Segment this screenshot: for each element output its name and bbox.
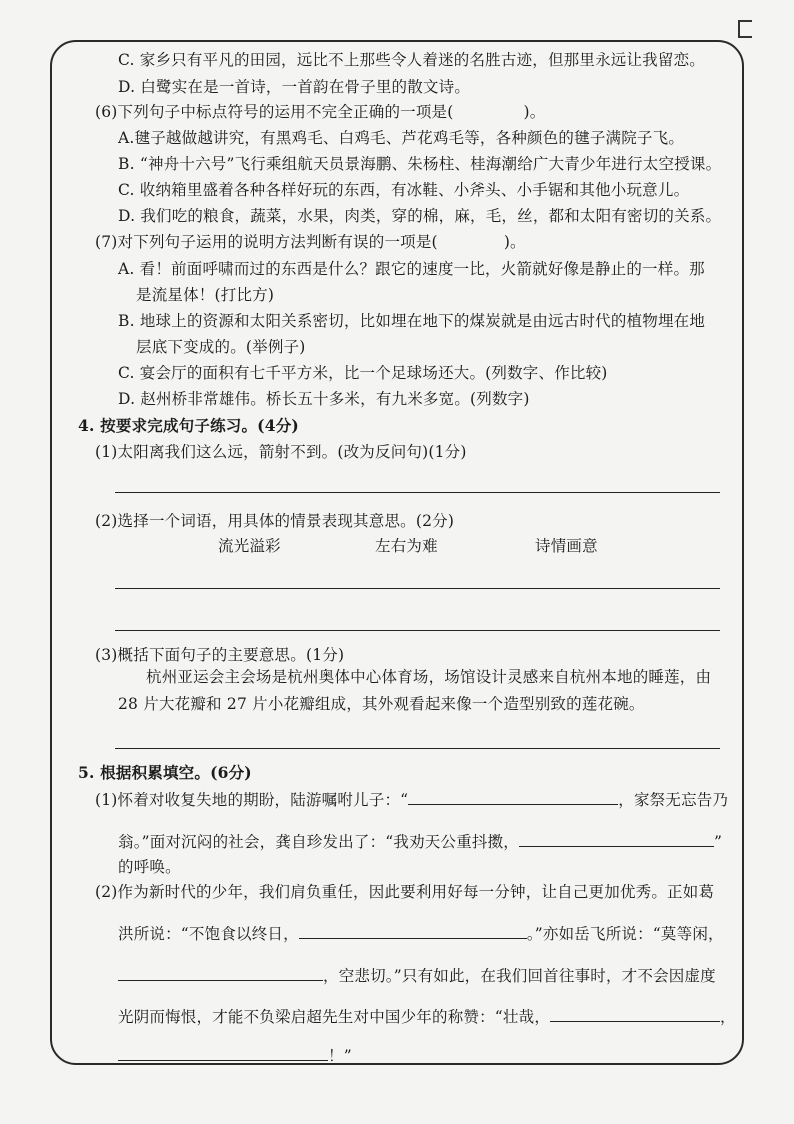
q3-7-option-d: D. 赵州桥非常雄伟。桥长五十多米，有九米多宽。(列数字) xyxy=(118,390,530,408)
q3-7-stem-end: )。 xyxy=(503,233,526,251)
q5-2-text-f: ， xyxy=(720,1008,736,1026)
q3-7-stem xyxy=(95,231,526,253)
q4-2-prompt: (2)选择一个词语，用具体的情景表现其意思。(2分) xyxy=(95,512,455,530)
q5-2-blank-2[interactable] xyxy=(118,964,323,981)
q3-7-option-a-line2: 是流星体！(打比方) xyxy=(136,286,275,304)
page-corner-mark xyxy=(738,20,752,38)
q4-2-word-1: 流光溢彩 xyxy=(218,537,281,555)
q5-1-text-d: ” xyxy=(714,833,723,851)
q5-2-text-e: 光阴而悔恨，才能不负梁启超先生对中国少年的称赞：“壮哉， xyxy=(118,1008,551,1026)
q5-1-text-a: (1)怀着对收复失地的期盼，陆游嘱咐儿子：“ xyxy=(95,791,409,809)
q5-2-line3 xyxy=(118,964,716,987)
q3-7-stem-text: (7)对下列句子运用的说明方法判断有误的一项是( xyxy=(95,233,438,251)
q5-1-blank-2[interactable] xyxy=(519,830,714,847)
q5-2-text-c: 。”亦如岳飞所说：“莫等闲， xyxy=(526,925,724,943)
q3-7-option-b-line1: B. 地球上的资源和太阳关系密切，比如埋在地下的煤炭就是由远古时代的植物埋在地 xyxy=(118,312,706,330)
q5-1-text-b: ，家祭无忘告乃 xyxy=(618,791,729,809)
q5-1-line2 xyxy=(118,830,722,853)
q4-3-answer-line[interactable] xyxy=(115,748,720,749)
q5-2-line4 xyxy=(118,1005,736,1028)
q5-2-text-b: 洪所说：“不饱食以终日， xyxy=(118,925,299,943)
q3-7-option-c: C. 宴会厅的面积有七千平方米，比一个足球场还大。(列数字、作比较) xyxy=(118,364,608,382)
q4-title: 4. 按要求完成句子练习。(4分) xyxy=(78,416,299,435)
q5-1-line3: 的呼唤。 xyxy=(118,858,181,876)
q5-1-blank-1[interactable] xyxy=(408,788,618,805)
q5-2-blank-4[interactable] xyxy=(118,1044,328,1061)
q3-5-option-d: D. 白鹭实在是一首诗，一首韵在骨子里的散文诗。 xyxy=(118,78,471,96)
q5-title: 5. 根据积累填空。(6分) xyxy=(78,763,252,782)
q5-1-text-c: 翁。”面对沉闷的社会，龚自珍发出了：“我劝天公重抖擞， xyxy=(118,833,519,851)
q4-2-answer-line-1[interactable] xyxy=(115,588,720,589)
q5-2-blank-1[interactable] xyxy=(299,922,527,939)
q4-1-answer-line[interactable] xyxy=(115,492,720,493)
q5-2-text-g: ！” xyxy=(328,1047,352,1065)
q4-3-passage-line2: 28 片大花瓣和 27 片小花瓣组成，其外观看起来像一个造型别致的莲花碗。 xyxy=(118,695,645,713)
q4-2-word-3: 诗情画意 xyxy=(535,537,598,555)
q4-2-word-2: 左右为难 xyxy=(375,537,438,555)
q3-6-stem xyxy=(95,101,545,123)
q3-7-option-a-line1: A. 看！前面呼啸而过的东西是什么？跟它的速度一比，火箭就好像是静止的一样。那 xyxy=(118,260,705,278)
q5-2-line1: (2)作为新时代的少年，我们肩负重任，因此要利用好每一分钟，让自己更加优秀。正如葛 xyxy=(95,883,715,901)
q4-2-answer-line-2[interactable] xyxy=(115,630,720,631)
q3-6-option-a: A.毽子越做越讲究，有黑鸡毛、白鸡毛、芦花鸡毛等，各种颜色的毽子满院子飞。 xyxy=(118,129,685,147)
q5-2-blank-3[interactable] xyxy=(550,1005,720,1022)
q5-2-line2 xyxy=(118,922,724,945)
q3-6-stem-text: (6)下列句子中标点符号的运用不完全正确的一项是( xyxy=(95,103,454,121)
q4-3-passage-line1: 杭州亚运会主会场是杭州奥体中心体育场，场馆设计灵感来自杭州本地的睡莲，由 xyxy=(146,668,712,686)
q5-2-text-d: ，空悲切。”只有如此，在我们回首往事时，才不会因虚度 xyxy=(323,967,716,985)
q5-1-line1 xyxy=(95,788,728,811)
q3-5-option-c: C. 家乡只有平凡的田园，远比不上那些令人着迷的名胜古迹，但那里永远让我留恋。 xyxy=(118,51,705,69)
q3-6-option-c: C. 收纳箱里盛着各种各样好玩的东西，有冰鞋、小斧头、小手锯和其他小玩意儿。 xyxy=(118,181,690,199)
q5-2-line5 xyxy=(118,1044,352,1067)
q3-6-option-b: B. “神舟十六号”飞行乘组航天员景海鹏、朱杨柱、桂海潮给广大青少年进行太空授课。 xyxy=(118,155,722,173)
q3-6-option-d: D. 我们吃的粮食，蔬菜，水果，肉类，穿的棉，麻，毛，丝，都和太阳有密切的关系。 xyxy=(118,207,722,225)
q4-1-prompt: (1)太阳离我们这么远，箭射不到。(改为反问句)(1分) xyxy=(95,443,467,461)
q3-6-stem-end: )。 xyxy=(523,103,546,121)
q4-3-prompt: (3)概括下面句子的主要意思。(1分) xyxy=(95,646,345,664)
q3-7-option-b-line2: 层底下变成的。(举例子) xyxy=(136,338,306,356)
